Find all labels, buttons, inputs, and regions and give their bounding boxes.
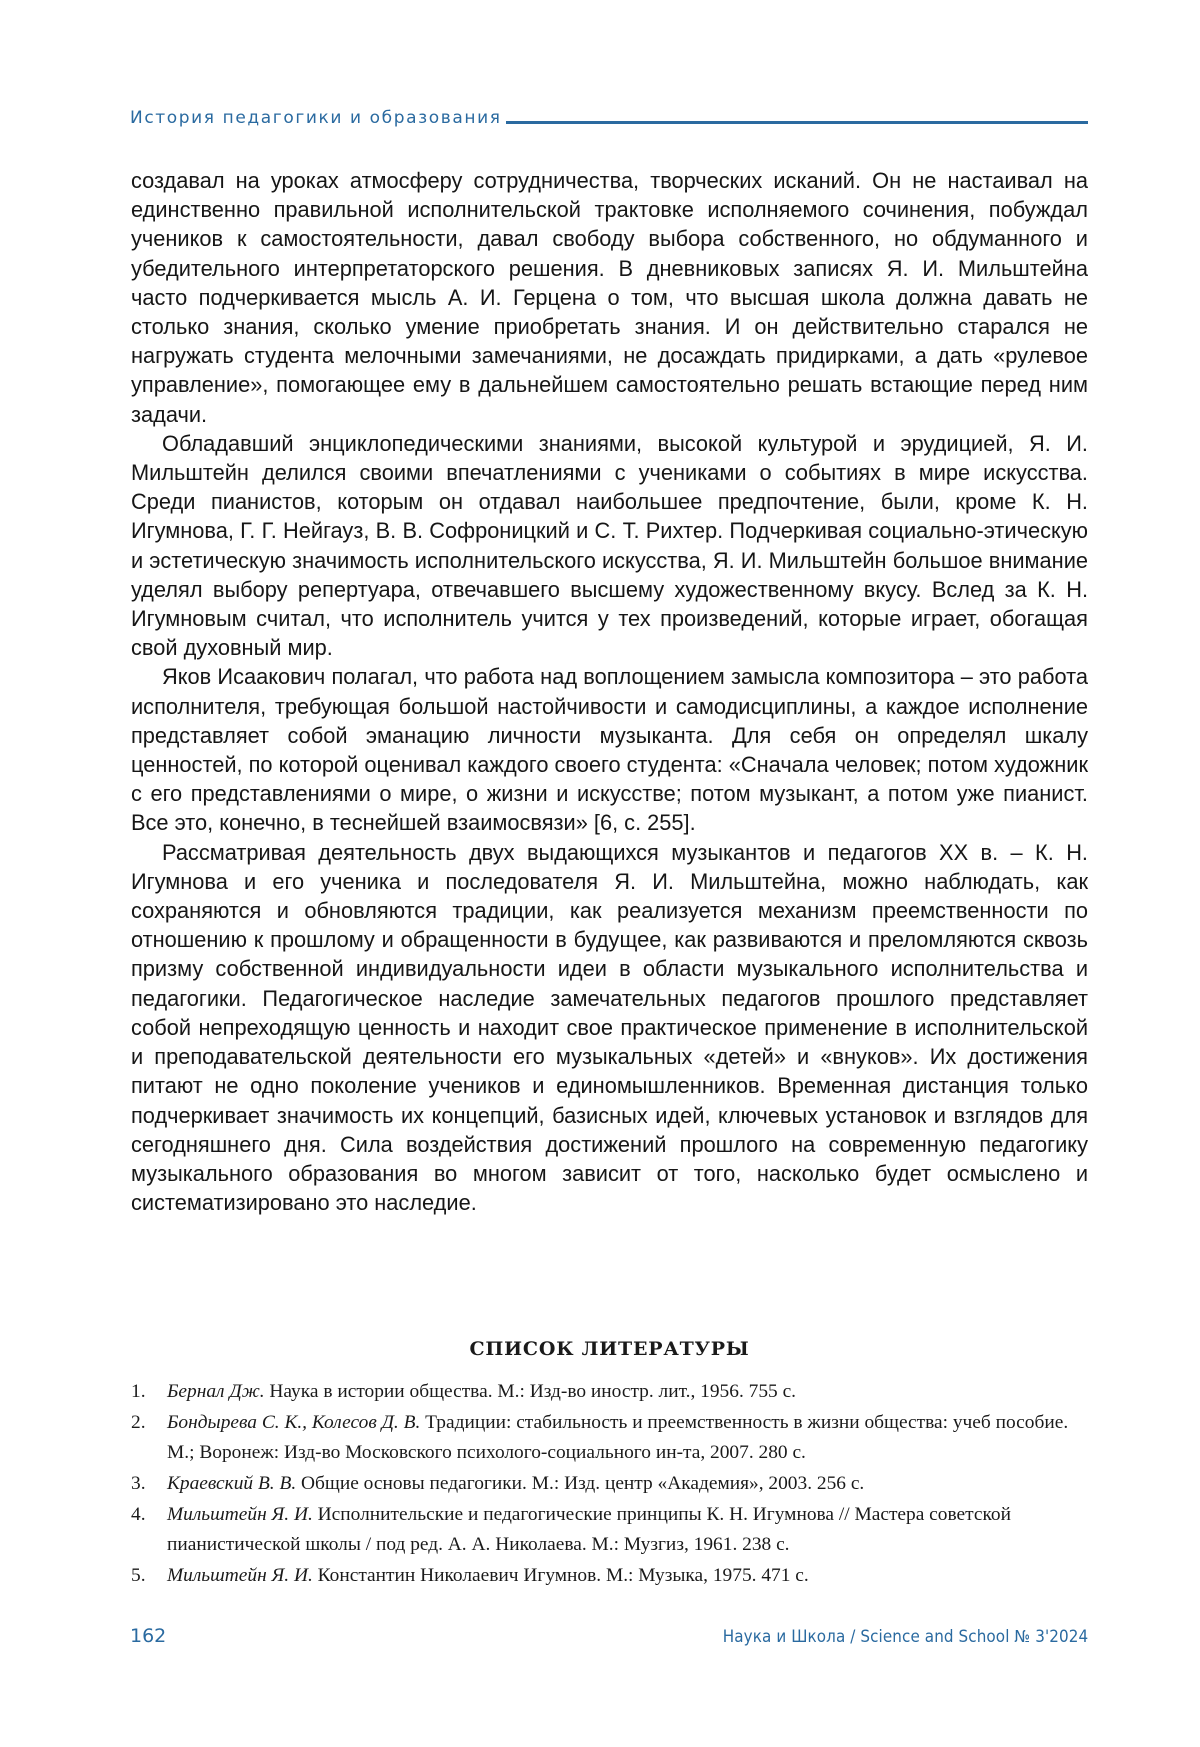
reference-text: Исполнительские и педагогические принципы К. Н. Игумнова // Мастера советской пианистической школы / под ред. А. А. Николаева. М.: Музгиз, 1961. 238 с.: [167, 1504, 1011, 1555]
reference-author: Бернал Дж.: [167, 1381, 265, 1402]
journal-name: Наука и Школа / Science and School № 3'2024: [722, 1627, 1088, 1646]
reference-number: 5.: [131, 1565, 146, 1586]
paragraph: Рассматривая деятельность двух выдающихся музыкантов и педагогов XX в. – К. Н. Игумнова и его ученика и последователя Я. И. Мильштейна, можно наблюдать, как сохраняются и обновляются традиции, как реализуется механизм преемственности по отношению к прошлому и обращенности в будущее, как развиваются и преломляются сквозь призму собственной индивидуальности идеи в области музыкального исполнительства и педагогики. Педагогическое наследие замечательных педагогов прошлого представляет собой непреходящую ценность и находит свое практическое применение в исполнительской и преподавательской деятельности его музыкальных «детей» и «внуков». Их достижения питают не одно поколение учеников и единомышленников. Временная дистанция только подчеркивает значимость их концепций, базисных идей, ключевых установок и взглядов для сегодняшнего дня. Сила воздействия достижений прошлого на современную педагогику музыкального образования во многом зависит от того, насколько будет осмыслено и систематизировано это наследие.: [131, 839, 1088, 1216]
reference-author: Мильштейн Я. И.: [167, 1565, 313, 1586]
header-rule: [506, 121, 1088, 124]
references-heading: СПИСОК ЛИТЕРАТУРЫ: [469, 1338, 750, 1360]
reference-author: Бондырева С. К., Колесов Д. В.: [167, 1412, 421, 1433]
reference-text: Традиции: стабильность и преемственность в жизни общества: учеб пособие. М.; Воронеж: Изд-во Московского психолого-социального ин-та, 2007. 280 с.: [167, 1412, 1069, 1463]
reference-item: [131, 1408, 1088, 1468]
reference-text: Общие основы педагогики. М.: Изд. центр «Академия», 2003. 256 с.: [296, 1473, 865, 1494]
reference-number: 4.: [131, 1504, 146, 1525]
reference-number: 2.: [131, 1412, 146, 1433]
reference-item: [131, 1469, 1088, 1499]
reference-item: [131, 1500, 1088, 1560]
reference-number: 1.: [131, 1381, 146, 1402]
paragraph: Яков Исаакович полагал, что работа над воплощением замысла композитора – это работа исполнителя, требующая большой настойчивости и самодисциплины, а каждое исполнение представляет собой эманацию личности музыканта. Для себя он определял шкалу ценностей, по которой оценивал каждого своего студента: «Сначала человек; потом художник с его представлениями о мире, о жизни и искусстве; потом музыкант, а потом уже пианист. Все это, конечно, в теснейшей взаимосвязи» [6, с. 255].: [131, 664, 1088, 836]
reference-item: [131, 1561, 1088, 1591]
article-body: [131, 166, 1088, 1217]
running-header: [130, 103, 1088, 127]
page-number: 162: [130, 1625, 167, 1647]
reference-item: [131, 1377, 1088, 1407]
reference-author: Мильштейн Я. И.: [167, 1504, 313, 1525]
reference-text: Наука в истории общества. М.: Изд-во иностр. лит., 1956. 755 с.: [264, 1381, 797, 1402]
reference-number: 3.: [131, 1473, 146, 1494]
section-title: История педагогики и образования: [130, 108, 502, 128]
reference-author: Краевский В. В.: [167, 1473, 297, 1494]
paragraph: создавал на уроках атмосферу сотрудничества, творческих исканий. Он не настаивал на единственно правильной исполнительской трактовке исполняемого сочинения, побуждал учеников к самостоятельности, давал свободу выбора собственного, но обдуманного и убедительного интерпретаторского решения. В дневниковых записях Я. И. Мильштейна часто подчеркивается мысль А. И. Герцена о том, что высшая школа должна давать не столько знания, сколько умение приобретать знания. И он действительно старался не нагружать студента мелочными замечаниями, не досаждать придирками, а дать «рулевое управление», помогающее ему в дальнейшем самостоятельно решать встающие перед ним задачи.: [131, 168, 1088, 427]
references-list: [131, 1377, 1088, 1592]
paragraph: Обладавший энциклопедическими знаниями, высокой культурой и эрудицией, Я. И. Мильштейн делился своими впечатлениями с учениками о событиях в мире искусства. Среди пианистов, которым он отдавал наибольшее предпочтение, были, кроме К. Н. Игумнова, Г. Г. Нейгауз, В. В. Софроницкий и С. Т. Рихтер. Подчеркивая социально-этическую и эстетическую значимость исполнительского искусства, Я. И. Мильштейн большое внимание уделял выбору репертуара, отвечавшего высшему художественному вкусу. Вслед за К. Н. Игумновым считал, что исполнитель учится у тех произведений, которые играет, обогащая свой духовный мир.: [131, 430, 1088, 661]
reference-text: Константин Николаевич Игумнов. М.: Музыка, 1975. 471 с.: [312, 1565, 809, 1586]
